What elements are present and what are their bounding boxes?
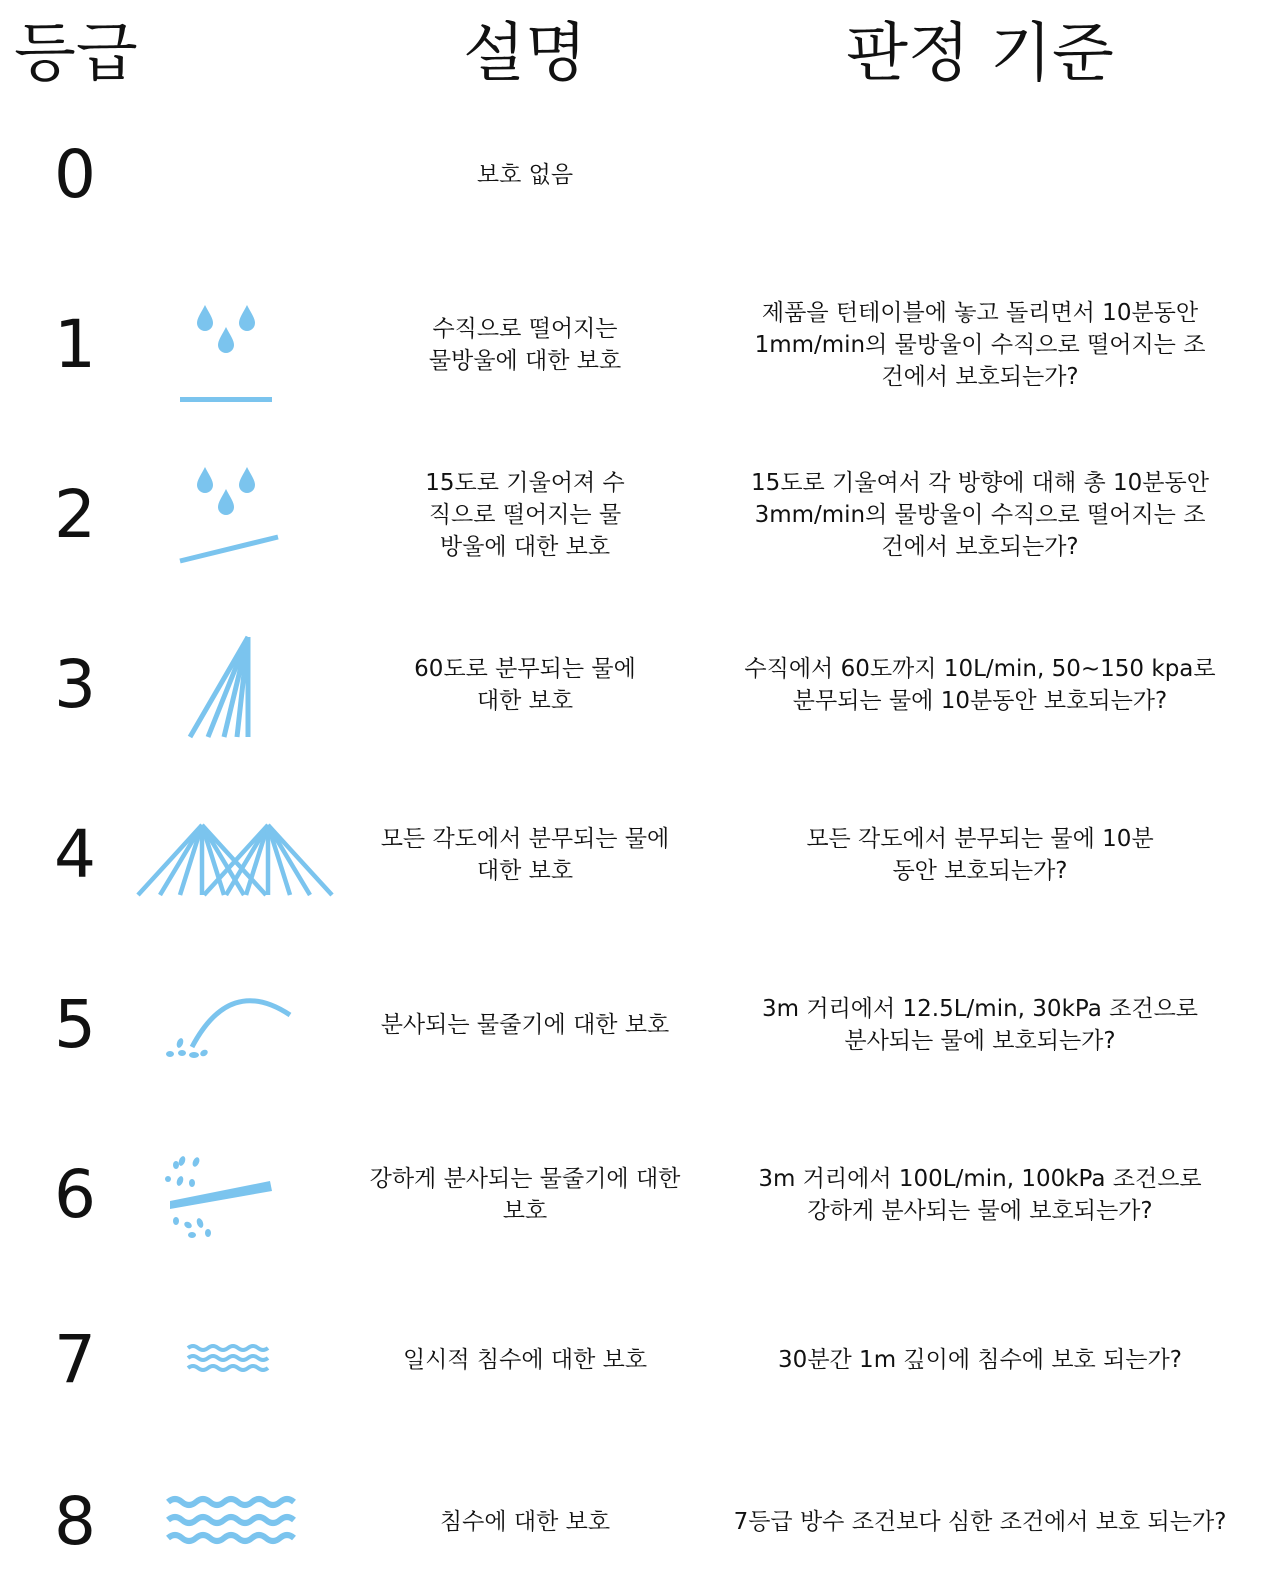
powerful-jet-icon — [130, 1135, 340, 1255]
grade-row-8 — [0, 1462, 1280, 1582]
grade-row-1 — [0, 285, 1280, 405]
grade-number: 3 — [54, 646, 96, 723]
criteria-text: 3m 거리에서 12.5L/min, 30kPa 조건으로 분사되는 물에 보호되는가? — [762, 996, 1198, 1054]
description-text: 침수에 대한 보호 — [439, 1509, 611, 1535]
water-jet-icon — [130, 965, 340, 1085]
criteria-text: 15도로 기울여서 각 방향에 대해 총 10분동안 3mm/min의 물방울이 수직으로 떨어지는 조건에서 보호되는가? — [751, 470, 1209, 560]
criteria-text: 모든 각도에서 분무되는 물에 10분 동안 보호되는가? — [806, 826, 1154, 884]
grade-number: 5 — [54, 986, 96, 1063]
description-text: 수직으로 떨어지는 물방울에 대한 보호 — [428, 316, 622, 374]
grade-row-4 — [0, 795, 1280, 915]
grade-number: 4 — [54, 816, 96, 893]
criteria-text: 수직에서 60도까지 10L/min, 50~150 kpa로 분무되는 물에 10분동안 보호되는가? — [744, 656, 1216, 714]
criteria-text: 30분간 1m 깊이에 침수에 보호 되는가? — [778, 1347, 1182, 1373]
description-text: 모든 각도에서 분무되는 물에 대한 보호 — [380, 826, 670, 884]
grade-number: 7 — [54, 1321, 96, 1398]
description-text: 60도로 분무되는 물에 대한 보호 — [414, 656, 636, 714]
description-text: 분사되는 물줄기에 대한 보호 — [380, 1012, 670, 1038]
criteria-text: 제품을 턴테이블에 놓고 돌리면서 10분동안 1mm/min의 물방울이 수직으로 떨어지는 조건에서 보호되는가? — [754, 300, 1206, 390]
vertical-drops-icon — [130, 285, 340, 405]
header-grade: 등급 — [14, 17, 138, 91]
grade-row-5 — [0, 965, 1280, 1085]
criteria-text: 3m 거리에서 100L/min, 100kPa 조건으로 강하게 분사되는 물에 보호되는가? — [758, 1166, 1202, 1224]
grade-number: 6 — [54, 1156, 96, 1233]
description-text: 강하게 분사되는 물줄기에 대한 보호 — [369, 1166, 681, 1224]
description-text: 보호 없음 — [476, 162, 574, 188]
spray-60-icon — [130, 625, 340, 745]
criteria-text: 7등급 방수 조건보다 심한 조건에서 보호 되는가? — [733, 1509, 1227, 1535]
grade-number: 2 — [54, 476, 96, 553]
header-description: 설명 — [463, 17, 587, 91]
temporary-immersion-icon — [130, 1300, 340, 1420]
criteria-text — [730, 115, 1230, 235]
grade-number: 8 — [54, 1483, 96, 1560]
description-text: 15도로 기울어져 수직으로 떨어지는 물방울에 대한 보호 — [425, 470, 625, 560]
spray-all-angles-icon — [130, 795, 340, 915]
grade-number: 0 — [54, 136, 96, 213]
grade-row-3 — [0, 625, 1280, 745]
description-text: 일시적 침수에 대한 보호 — [402, 1347, 648, 1373]
grade-row-2 — [0, 455, 1280, 575]
header-criteria: 판정 기준 — [846, 17, 1114, 91]
grade-number: 1 — [54, 306, 96, 383]
immersion-icon — [130, 1462, 340, 1582]
grade-row-0 — [0, 115, 1280, 235]
grade-row-6 — [0, 1135, 1280, 1255]
grade-row-7 — [0, 1300, 1280, 1420]
no-icon — [130, 115, 340, 235]
tilted-drops-icon — [130, 455, 340, 575]
